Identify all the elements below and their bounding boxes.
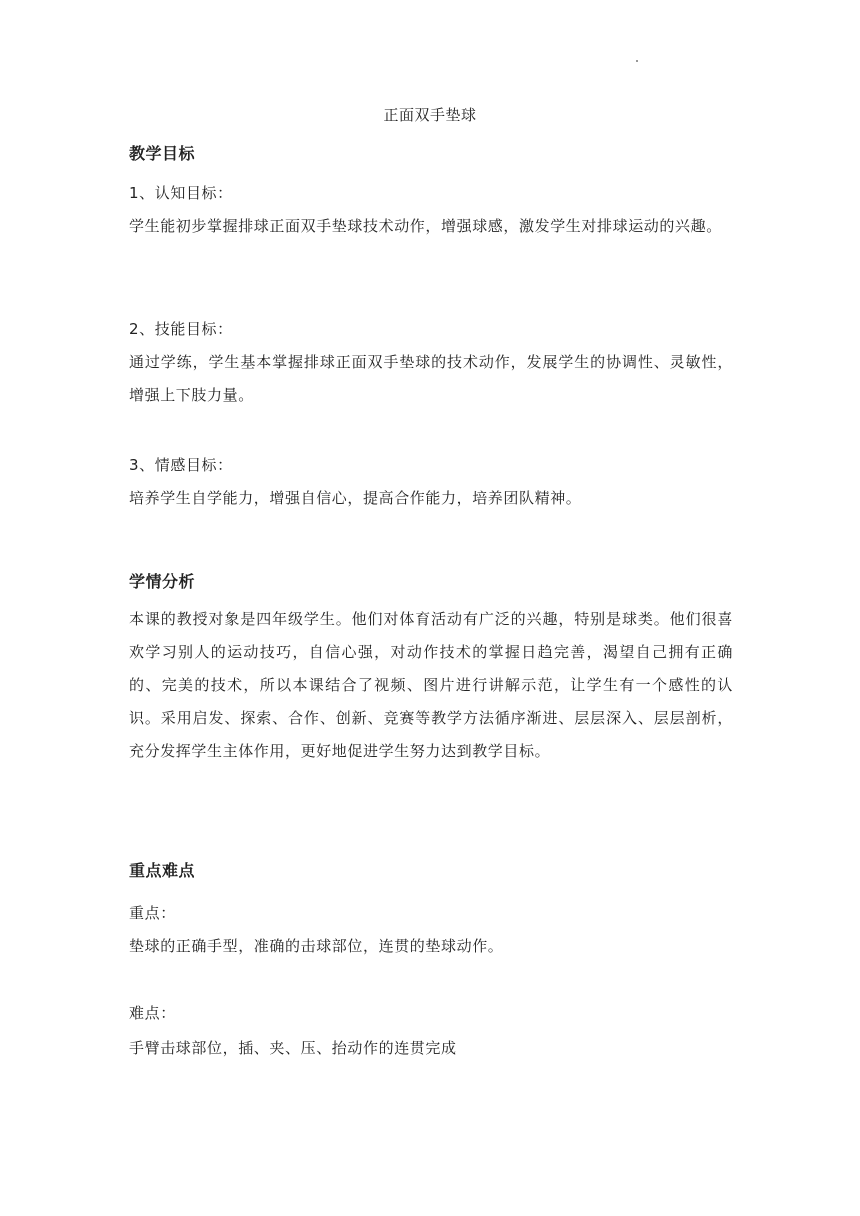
emotion-objective-label: 3、情感目标： [129,456,233,474]
difficulty-text: 手臂击球部位，插、夹、压、抬动作的连贯完成 [129,1039,457,1057]
cognitive-objective-label: 1、认知目标： [129,184,233,202]
skill-objective-text: 通过学练，学生基本掌握排球正面双手垫球的技术动作，发展学生的协调性、灵敏性，增强上下肢力量。 [129,353,733,404]
section-heading-objectives: 教学目标 [129,144,196,163]
document-title: 正面双手垫球 [383,106,477,124]
analysis-text: 本课的教授对象是四年级学生。他们对体育活动有广泛的兴趣，特别是球类。他们很喜欢学习别人的运动技巧，自信心强，对动作技术的掌握日趋完善，渴望自己拥有正确的、完美的技术，所以本课结合了视频、图片进行讲解示范，让学生有一个感性的认识。采用启发、探索、合作、创新、竞赛等教学方法循序渐进、层层深入、层层剖析，充分发挥学生主体作用，更好地促进学生努力达到教学目标。 [129,610,733,760]
section-heading-key-points: 重点难点 [129,861,196,880]
difficulty-label: 难点： [129,1004,176,1022]
cognitive-objective-text: 学生能初步掌握排球正面双手垫球技术动作，增强球感，激发学生对排球运动的兴趣。 [129,217,722,235]
key-point-text: 垫球的正确手型，准确的击球部位，连贯的垫球动作。 [129,937,504,955]
emotion-objective-text: 培养学生自学能力，增强自信心，提高合作能力，培养团队精神。 [129,489,582,507]
section-heading-analysis: 学情分析 [129,572,196,591]
skill-objective-label: 2、技能目标： [129,320,233,338]
page-mark [636,60,638,62]
key-point-label: 重点： [129,904,176,922]
